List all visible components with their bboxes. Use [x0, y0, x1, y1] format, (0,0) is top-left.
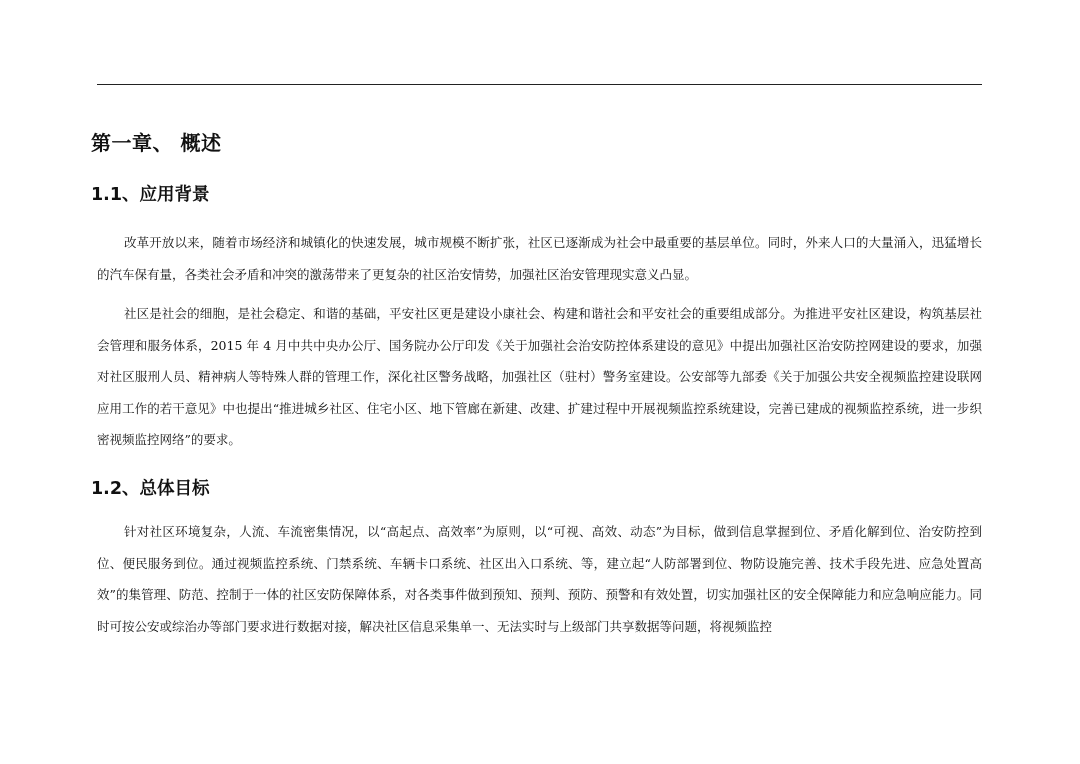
header-divider [97, 84, 982, 85]
chapter-title: 第一章、 概述 [91, 131, 222, 155]
section-heading-background: 1.1、应用背景 [91, 185, 210, 205]
paragraph: 改革开放以来，随着市场经济和城镇化的快速发展，城市规模不断扩张，社区已逐渐成为社会中最重要的基层单位。同时，外来人口的大量涌入，迅猛增长的汽车保有量，各类社会矛盾和冲突的激荡带来了更复杂的社区治安情势，加强社区治安管理现实意义凸显。 [97, 235, 982, 282]
paragraph: 社区是社会的细胞，是社会稳定、和谐的基础，平安社区更是建设小康社会、构建和谐社会和平安社会的重要组成部分。为推进平安社区建设，构筑基层社会管理和服务体系，2015 年 4 月中共中央办公厅、国务院办公厅印发《关于加强社会治安防控体系建设的意见》中提出加强社区治安防控网建设的要求，加强对社区服刑人员、精神病人等特殊人群的管理工作，深化社区警务战略，加强社区（驻村）警务室建设。公安部等九部委《关于加强公共安全视频监控建设联网应用工作的若干意见》中也提出“推进城乡社区、住宅小区、地下管廊在新建、改建、扩建过程中开展视频监控系统建设，完善已建成的视频监控系统，进一步织密视频监控网络”的要求。 [97, 306, 982, 447]
section-heading-goals: 1.2、总体目标 [91, 479, 210, 499]
paragraph: 针对社区环境复杂，人流、车流密集情况，以“高起点、高效率”为原则，以“可视、高效、动态”为目标，做到信息掌握到位、矛盾化解到位、治安防控到位、便民服务到位。通过视频监控系统、门禁系统、车辆卡口系统、社区出入口系统、等，建立起“人防部署到位、物防设施完善、技术手段先进、应急处置高效”的集管理、防范、控制于一体的社区安防保障体系，对各类事件做到预知、预判、预防、预警和有效处置，切实加强社区的安全保障能力和应急响应能力。同时可按公安或综治办等部门要求进行数据对接，解决社区信息采集单一、无法实时与上级部门共享数据等问题，将视频监控 [97, 524, 982, 634]
